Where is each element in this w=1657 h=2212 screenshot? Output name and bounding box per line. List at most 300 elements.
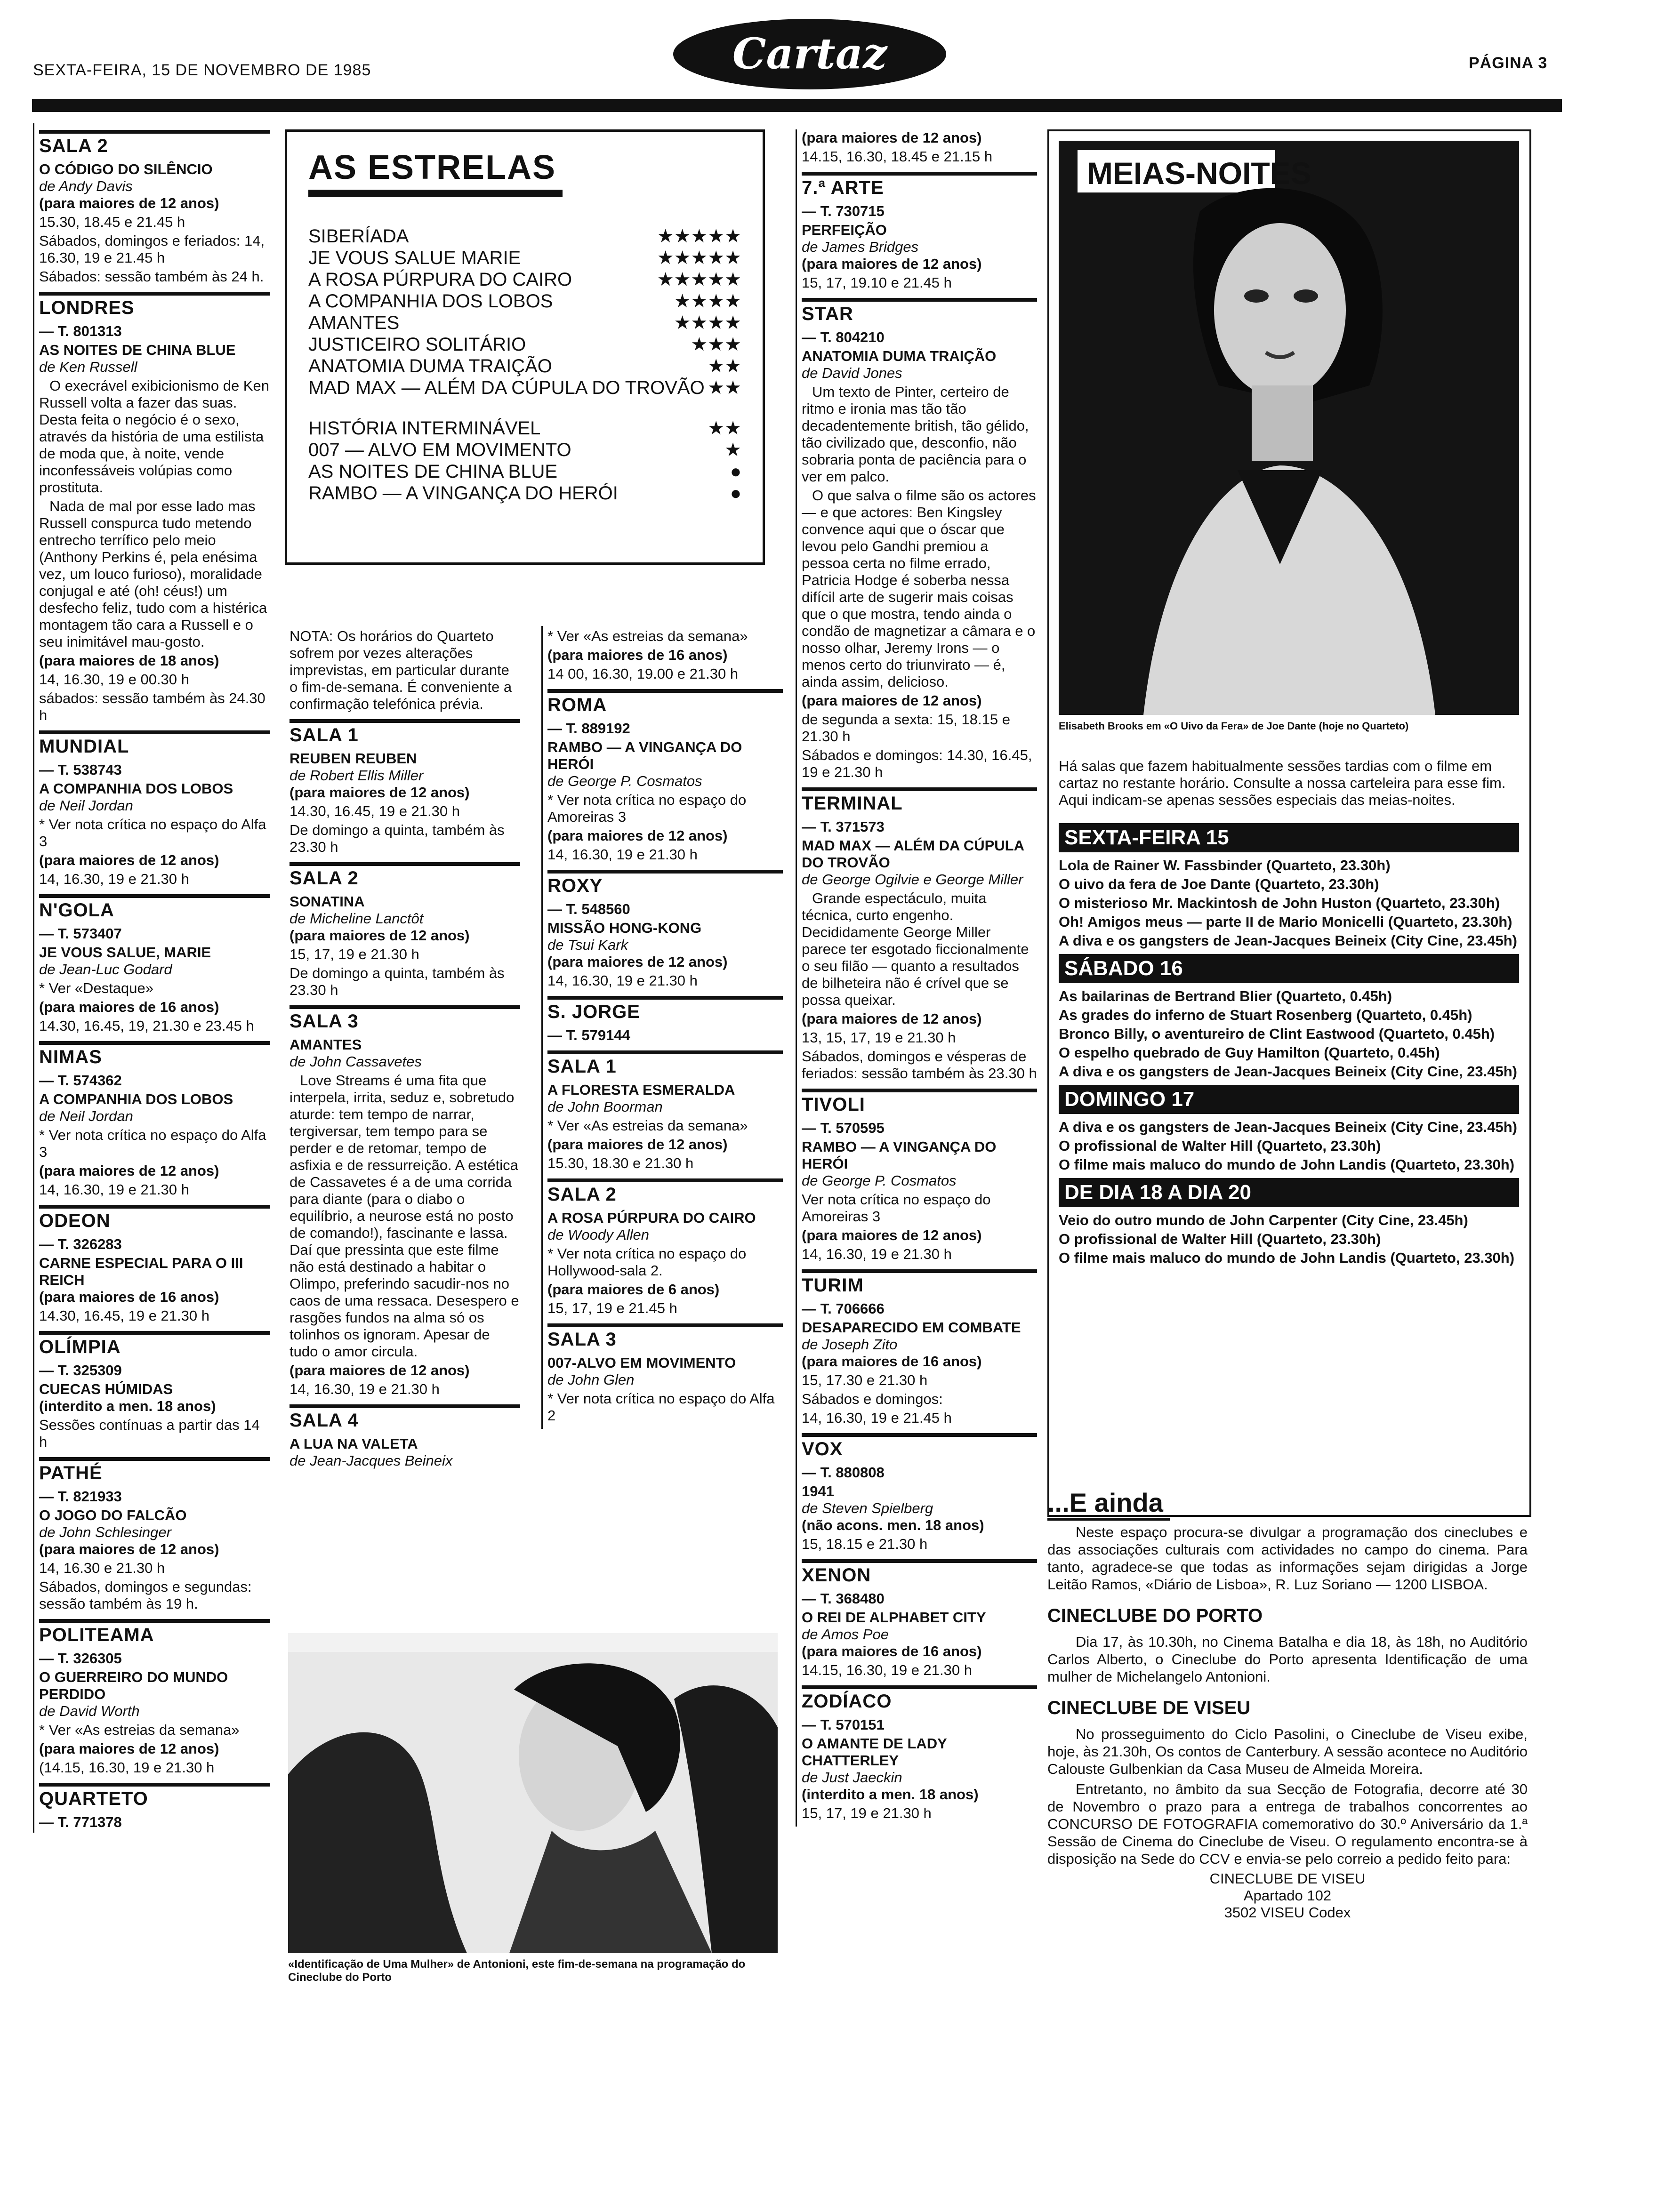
- cinema-name: MUNDIAL: [39, 736, 129, 757]
- film-showtimes: De domingo a quinta, também às 23.30 h: [290, 965, 505, 998]
- film-rating: (para maiores de 12 anos): [547, 954, 728, 970]
- film-title: 007-ALVO EM MOVIMENTO: [547, 1354, 736, 1371]
- film-title: MAD MAX — ALÉM DA CÚPULA DO TROVÃO: [802, 837, 1024, 871]
- film-note: * Ver nota crítica no espaço do Amoreiras 3: [547, 792, 747, 825]
- film-rating: (para maiores de 12 anos): [39, 852, 219, 868]
- column-listings-4: [796, 129, 1037, 1827]
- star-rating: ★★★★: [674, 313, 741, 333]
- film-showtimes: Sessões contínuas a partir das 14 h: [39, 1417, 260, 1450]
- cinema-name: XENON: [802, 1565, 871, 1586]
- film-title: CUECAS HÚMIDAS: [39, 1381, 173, 1397]
- cinema-phone: — T. 326305: [39, 1650, 122, 1667]
- stars-title: AS ESTRELAS: [308, 149, 556, 186]
- film-showtimes: 14.30, 16.45, 19 e 21.30 h: [290, 803, 460, 819]
- meias-listing: O espelho quebrado de Guy Hamilton (Quarteto, 0.45h): [1059, 1044, 1440, 1061]
- film-listing: [39, 944, 270, 1034]
- cinema-name: S. JORGE: [547, 1002, 640, 1022]
- cinema-name: ZODÍACO: [802, 1691, 892, 1712]
- film-showtimes: 14.15, 16.30, 18.45 e 21.15 h: [802, 148, 993, 165]
- film-showtimes: Sábados, domingos e segundas: sessão também às 19 h.: [39, 1579, 252, 1612]
- meias-day-listings: [1059, 1212, 1519, 1266]
- film-listing: [39, 1669, 270, 1776]
- film-listing: [802, 222, 1037, 291]
- film-showtimes: 14, 16.30, 19 e 21.30 h: [802, 1246, 952, 1262]
- quarteto-note: NOTA: Os horários do Quarteto sofrem por vezes alterações imprevistas, em particular durante o fim-de-semana. É conveniente a confirmação telefónica prévia.: [290, 628, 512, 712]
- cinema-name: SALA 2: [39, 136, 108, 156]
- film-showtimes: Sábados, domingos e vésperas de feriados: sessão também às 23.30 h: [802, 1048, 1037, 1082]
- cinema-phone: — T. 538743: [39, 761, 122, 778]
- meias-intro: Há salas que fazem habitualmente sessões tardias com o filme em cartaz no restante horário. Consulte a nossa carteleira para esse fim. Aqui indicam-se apenas sessões especiais das meias-noites.: [1059, 758, 1506, 808]
- film-listing: [547, 1210, 783, 1317]
- film-showtimes: de segunda a sexta: 15, 18.15 e 21.30 h: [802, 711, 1010, 745]
- film-title: RAMBO — A VINGANÇA DO HERÓI: [802, 1138, 997, 1172]
- cinema-name: ODEON: [39, 1210, 111, 1231]
- meias-photo-caption: Elisabeth Brooks em «O Uivo da Fera» de Joe Dante (hoje no Quarteto): [1059, 720, 1409, 732]
- cinema-phone: — T. 570595: [802, 1120, 885, 1136]
- cinema-phone: — T. 570151: [802, 1716, 885, 1733]
- meias-listing: A diva e os gangsters de Jean-Jacques Beineix (City Cine, 23.45h): [1059, 1063, 1517, 1080]
- star-rating-row: [308, 312, 741, 334]
- cinema-section: [802, 1269, 1037, 1427]
- star-film-title: 007 — ALVO EM MOVIMENTO: [308, 440, 571, 460]
- film-title: RAMBO — A VINGANÇA DO HERÓI: [547, 739, 742, 772]
- cinema-section: [802, 298, 1037, 781]
- cinema-name: N'GOLA: [39, 900, 114, 921]
- star-film-title: ANATOMIA DUMA TRAIÇÃO: [308, 356, 552, 377]
- film-listing: [39, 1507, 270, 1612]
- meias-listing: O misterioso Mr. Mackintosh de John Huston (Quarteto, 23.30h): [1059, 895, 1500, 911]
- film-rating: (para maiores de 12 anos): [802, 256, 982, 272]
- cinema-section: [802, 1559, 1037, 1679]
- cinema-phone: — T. 325309: [39, 1362, 122, 1378]
- film-rating: (para maiores de 12 anos): [290, 784, 470, 801]
- star-rating: ★★★★★: [657, 226, 741, 247]
- cinema-section: [39, 1331, 270, 1451]
- film-listing: [39, 780, 270, 888]
- cinema-phone: — T. 326283: [39, 1236, 122, 1252]
- film-showtimes: 15.30, 18.45 e 21.45 h: [39, 214, 185, 230]
- cinema-phone: — T. 368480: [802, 1590, 885, 1607]
- film-listing: [802, 1483, 1037, 1553]
- meias-listing: Oh! Amigos meus — parte II de Mario Monicelli (Quarteto, 23.30h): [1059, 914, 1512, 930]
- film-showtimes: 14, 16.30, 19 e 21.30 h: [547, 846, 698, 863]
- cinema-name: VOX: [802, 1439, 843, 1459]
- film-director: de James Bridges: [802, 239, 919, 255]
- star-rating: ★★★★★: [657, 269, 741, 290]
- meias-day-heading: DE DIA 18 A DIA 20: [1059, 1178, 1519, 1207]
- star-rating: ★★: [708, 418, 741, 439]
- cinema-name: TURIM: [802, 1275, 864, 1296]
- cinema-section: [39, 730, 270, 888]
- film-rating: (para maiores de 12 anos): [802, 1227, 982, 1243]
- cinema-section: [547, 1178, 783, 1317]
- cinema-name: SALA 2: [290, 868, 359, 889]
- cinema-phone: — T. 573407: [39, 925, 122, 942]
- e-ainda-rule: [1047, 1518, 1170, 1521]
- meias-listing: O uivo da fera de Joe Dante (Quarteto, 23.30h): [1059, 876, 1379, 892]
- cinema-section: [39, 1619, 270, 1776]
- film-title: A ROSA PÚRPURA DO CAIRO: [547, 1210, 756, 1226]
- film-listing: [802, 348, 1037, 781]
- film-showtimes: 14 00, 16.30, 19.00 e 21.30 h: [547, 665, 739, 682]
- star-rating: ★: [724, 440, 741, 460]
- cinema-name: ROXY: [547, 875, 603, 896]
- film-rating: (para maiores de 16 anos): [39, 1289, 219, 1305]
- film-title: ANATOMIA DUMA TRAIÇÃO: [802, 348, 997, 364]
- cinema-phone: — T. 706666: [802, 1300, 885, 1317]
- cineclube-viseu-text: No prosseguimento do Ciclo Pasolini, o Cineclube de Viseu exibe, hoje, às 21.30h, Os contos de Canterbury. A sessão acontece no Auditório Calouste Gulbenkian da Casa Museu de Almeida Moreira.: [1047, 1726, 1528, 1777]
- film-rating: (para maiores de 18 anos): [39, 652, 219, 669]
- film-showtimes: 14, 16.30, 19 e 21.45 h: [802, 1410, 952, 1426]
- film-note: * Ver nota crítica no espaço do Hollywood-sala 2.: [547, 1245, 747, 1279]
- meias-day-listings: [1059, 988, 1519, 1080]
- cinema-section: [802, 787, 1037, 1082]
- meias-listing: A diva e os gangsters de Jean-Jacques Beineix (City Cine, 23.45h): [1059, 1119, 1517, 1135]
- film-rating: (para maiores de 12 anos): [802, 129, 982, 146]
- film-listing: [802, 1609, 1037, 1679]
- film-title: A COMPANHIA DOS LOBOS: [39, 780, 233, 797]
- film-title: DESAPARECIDO EM COMBATE: [802, 1319, 1021, 1336]
- film-title: O JOGO DO FALCÃO: [39, 1507, 187, 1523]
- star-film-title: JE VOUS SALUE MARIE: [308, 248, 521, 268]
- film-director: de Just Jaeckin: [802, 1769, 902, 1786]
- star-rating-row: [308, 269, 741, 290]
- film-showtimes: Sábados e domingos:: [802, 1391, 943, 1407]
- e-ainda-title: ...E ainda: [1047, 1488, 1163, 1517]
- film-rating: (para maiores de 16 anos): [39, 999, 219, 1015]
- film-director: de Neil Jordan: [39, 797, 133, 814]
- cinema-name: NIMAS: [39, 1047, 102, 1067]
- star-film-title: HISTÓRIA INTERMINÁVEL: [308, 418, 541, 439]
- cinema-name: STAR: [802, 304, 853, 324]
- film-director: de George P. Cosmatos: [547, 773, 702, 789]
- film-title: REUBEN REUBEN: [290, 750, 417, 767]
- elisabeth-brooks-photo-image: [1059, 141, 1519, 715]
- film-director: de Jean-Jacques Beineix: [290, 1452, 453, 1469]
- cinema-name: TERMINAL: [802, 793, 903, 814]
- star-rating-row: [308, 461, 741, 482]
- film-title: PERFEIÇÃO: [802, 222, 887, 238]
- film-listing: [39, 1091, 270, 1198]
- film-note: * Ver «As estreias da semana»: [39, 1722, 240, 1738]
- film-director: de Joseph Zito: [802, 1336, 898, 1353]
- cinema-name: PATHÉ: [39, 1463, 103, 1483]
- film-director: de Amos Poe: [802, 1626, 889, 1643]
- film-showtimes: 14.30, 16.45, 19 e 21.30 h: [39, 1307, 209, 1324]
- star-rating: ★★★★★: [657, 248, 741, 268]
- star-film-title: A COMPANHIA DOS LOBOS: [308, 291, 553, 312]
- film-showtimes: 15, 17, 19 e 21.30 h: [802, 1805, 932, 1821]
- cinema-phone: — T. 548560: [547, 901, 630, 917]
- elisabeth-brooks-photo: [1059, 141, 1519, 715]
- cinema-section: [39, 1783, 270, 1831]
- film-director: de John Cassavetes: [290, 1053, 422, 1070]
- meias-listing: A diva e os gangsters de Jean-Jacques Beineix (City Cine, 23.45h): [1059, 932, 1517, 949]
- film-title: O REI DE ALPHABET CITY: [802, 1609, 986, 1626]
- header-date: SEXTA-FEIRA, 15 DE NOVEMBRO DE 1985: [33, 61, 371, 79]
- film-note: * Ver nota crítica no espaço do Alfa 3: [39, 816, 266, 850]
- meias-day-heading: SEXTA-FEIRA 15: [1059, 823, 1519, 852]
- film-listing: [39, 342, 270, 724]
- film-listing: [802, 1319, 1037, 1427]
- cinema-name: 7.ª ARTE: [802, 177, 884, 198]
- film-showtimes: Sábados: sessão também às 24 h.: [39, 268, 264, 285]
- film-showtimes: 15.30, 18.30 e 21.30 h: [547, 1155, 694, 1171]
- meias-noites-box: [1047, 129, 1531, 1517]
- film-director: de Andy Davis: [39, 178, 133, 194]
- meias-listing: O filme mais maluco do mundo de John Landis (Quarteto, 23.30h): [1059, 1156, 1515, 1173]
- film-director: de John Schlesinger: [39, 1524, 171, 1540]
- film-rating: (não acons. men. 18 anos): [802, 1517, 984, 1533]
- star-film-title: MAD MAX — ALÉM DA CÚPULA DO TROVÃO: [308, 377, 705, 398]
- film-title: O AMANTE DE LADY CHATTERLEY: [802, 1735, 947, 1769]
- star-rating-row: [308, 482, 741, 504]
- film-note: * Ver nota crítica no espaço do Alfa 2: [547, 1390, 775, 1424]
- cinema-section: [290, 1404, 520, 1469]
- cinema-section: [39, 1457, 270, 1612]
- cinema-section: [802, 1433, 1037, 1553]
- film-rating: (para maiores de 12 anos): [290, 927, 470, 944]
- cinema-section: [290, 1005, 520, 1398]
- meias-day-heading: DOMINGO 17: [1059, 1085, 1519, 1114]
- film-title: A LUA NA VALETA: [290, 1435, 418, 1452]
- cinema-section: [547, 996, 783, 1044]
- cinema-name: LONDRES: [39, 297, 135, 318]
- address-line: CINECLUBE DE VISEU: [1209, 1870, 1366, 1887]
- star-rating-row: [308, 377, 741, 399]
- star-film-title: RAMBO — A VINGANÇA DO HERÓI: [308, 483, 618, 504]
- film-rating: (para maiores de 12 anos): [290, 1362, 470, 1378]
- meias-listing: Veio do outro mundo de John Carpenter (City Cine, 23.45h): [1059, 1212, 1468, 1228]
- film-rating: (para maiores de 12 anos): [39, 195, 219, 211]
- cinema-phone: — T. 889192: [547, 720, 630, 737]
- film-showtimes: 14, 16.30, 19 e 00.30 h: [39, 671, 189, 688]
- film-listing: [290, 750, 520, 856]
- cinema-section: [547, 870, 783, 989]
- film-listing: [39, 1255, 270, 1324]
- film-director: de Robert Ellis Miller: [290, 767, 424, 784]
- stars-box: [285, 129, 765, 565]
- column-listings-2: [290, 626, 520, 1474]
- film-title: AMANTES: [290, 1036, 362, 1053]
- cinema-name: SALA 1: [290, 725, 359, 745]
- meias-listing: As bailarinas de Bertrand Blier (Quarteto, 0.45h): [1059, 988, 1392, 1004]
- stars-list: [308, 225, 741, 504]
- film-title: A COMPANHIA DOS LOBOS: [39, 1091, 233, 1107]
- film-note: * Ver nota crítica no espaço do Alfa 3: [39, 1127, 266, 1160]
- film-director: de Neil Jordan: [39, 1108, 133, 1124]
- film-rating: (para maiores de 6 anos): [547, 1281, 720, 1298]
- film-listing: [547, 739, 783, 863]
- cinema-phone: — T. 821933: [39, 1488, 122, 1505]
- film-director: de George Ogilvie e George Miller: [802, 871, 1023, 888]
- film-rating: (interdito a men. 18 anos): [802, 1786, 979, 1803]
- e-ainda-intro: Neste espaço procura-se divulgar a programação dos cineclubes e das associações culturais com actividades no campo do cinema. Para tanto, agradece-se que todas as informações sejam dirigidas a Jorge Leitão Ramos, «Diário de Lisboa», R. Luz Soriano — 1200 LISBOA.: [1047, 1524, 1528, 1593]
- film-rating: (para maiores de 12 anos): [39, 1162, 219, 1179]
- film-showtimes: 14, 16.30 e 21.30 h: [39, 1560, 165, 1576]
- film-rating: (para maiores de 12 anos): [802, 1010, 982, 1027]
- cinema-section: [547, 1323, 783, 1424]
- film-showtimes: 14.30, 16.45, 19, 21.30 e 23.45 h: [39, 1018, 254, 1034]
- film-director: de David Jones: [802, 365, 902, 381]
- star-rating: ★★: [708, 377, 741, 398]
- film-showtimes: De domingo a quinta, também às 23.30 h: [290, 822, 505, 855]
- film-listing: [290, 1036, 520, 1398]
- cinema-name: SALA 2: [547, 1184, 617, 1205]
- film-listing: [290, 1435, 520, 1469]
- cineclube-porto-title: CINECLUBE DO PORTO: [1047, 1605, 1263, 1626]
- film-showtimes: 14, 16.30, 19 e 21.30 h: [290, 1381, 440, 1397]
- cinema-name: TIVOLI: [802, 1094, 865, 1115]
- cinema-phone: — T. 371573: [802, 818, 885, 835]
- star-rating-row: [308, 334, 741, 355]
- star-rating-row: [308, 439, 741, 461]
- cinema-section: [39, 1205, 270, 1324]
- film-director: de John Boorman: [547, 1098, 663, 1115]
- film-title: CARNE ESPECIAL PARA O III REICH: [39, 1255, 243, 1288]
- film-director: de Jean-Luc Godard: [39, 961, 172, 978]
- film-showtimes: 15, 18.15 e 21.30 h: [802, 1536, 928, 1552]
- cinema-section: [39, 894, 270, 1034]
- film-listing: [547, 1354, 783, 1424]
- meias-day-heading: SÁBADO 16: [1059, 954, 1519, 983]
- star-film-title: A ROSA PÚRPURA DO CAIRO: [308, 269, 572, 290]
- cinema-phone: — T. 574362: [39, 1072, 122, 1089]
- film-listing: [290, 893, 520, 999]
- cinema-name: SALA 3: [290, 1011, 359, 1032]
- e-ainda-section: [1047, 1487, 1528, 1921]
- film-note: Ver nota crítica no espaço do Amoreiras 3: [802, 1191, 991, 1225]
- address-line: Apartado 102: [1243, 1887, 1332, 1904]
- star-rating: ★★★★: [674, 291, 741, 312]
- star-rating-row: [308, 247, 741, 269]
- antonioni-photo-image: [288, 1633, 778, 1953]
- cinema-phone: — T. 880808: [802, 1464, 885, 1481]
- film-note: * Ver «As estreias da semana»: [547, 1117, 748, 1134]
- header-rule: [32, 99, 1562, 112]
- cineclube-viseu-title: CINECLUBE DE VISEU: [1047, 1698, 1251, 1718]
- film-rating: (para maiores de 12 anos): [547, 827, 728, 844]
- film-listing: [39, 161, 270, 285]
- film-director: de George P. Cosmatos: [802, 1172, 957, 1189]
- film-listing: [547, 920, 783, 989]
- antonioni-photo: [288, 1633, 778, 1953]
- film-review: Love Streams é uma fita que interpela, irrita, seduz e, sobretudo aturde: tem tempo de narrar, tergiversar, tem tempo para se perder e de retomar, tempo de asfixia e de ressurreição. A estética de Cassavetes é a de uma corrida para diante (para o diabo o equilíbrio, a neurose está no posto de comando!), fascinante e lassa. Daí que pressinta que este filme não está destinado a habitar o Olimpo, preferindo sacudir-nos no caos de uma ressaca. Desespero e rasgões fundos na alma só os tolinhos os ignoram. Apesar de tudo o amor circula.: [290, 1072, 519, 1360]
- film-listing: [802, 1138, 1037, 1263]
- meias-listing: O profissional de Walter Hill (Quarteto, 23.30h): [1059, 1231, 1381, 1247]
- film-showtimes: sábados: sessão também às 24.30 h: [39, 690, 265, 723]
- film-showtimes: 15, 17.30 e 21.30 h: [802, 1372, 928, 1388]
- film-showtimes: 14, 16.30, 19 e 21.30 h: [39, 1181, 189, 1198]
- star-film-title: SIBERÍADA: [308, 226, 409, 247]
- cinema-section: [547, 689, 783, 863]
- cinema-section: [39, 130, 270, 285]
- meias-listing: O filme mais maluco do mundo de John Landis (Quarteto, 23.30h): [1059, 1250, 1515, 1266]
- film-title: A FLORESTA ESMERALDA: [547, 1082, 735, 1098]
- cinema-phone: — T. 771378: [39, 1814, 122, 1830]
- film-review: O que salva o filme são os actores — e que actores: Ben Kingsley convence aqui que o óscar que levou pelo Gandhi premiou a pessoa certa no filme errado, Patricia Hodge é soberba nessa difícil arte de sugerir mais coisas que o que mostra, tendo ainda o condão de magnetizar a câmara e o nosso olhar, Jeremy Irons — o menos certo do triunvirato — é, ainda assim, delicioso.: [802, 487, 1036, 690]
- star-rating-row: [308, 225, 741, 247]
- film-rating: (para maiores de 12 anos): [802, 692, 982, 709]
- star-rating-row: [308, 417, 741, 439]
- cinema-phone: — T. 804210: [802, 329, 885, 345]
- cinema-section: [802, 172, 1037, 291]
- cinema-section: [290, 862, 520, 999]
- film-listing: [802, 1735, 1037, 1822]
- film-rating: (para maiores de 16 anos): [802, 1643, 982, 1659]
- film-director: de John Glen: [547, 1371, 635, 1388]
- film-showtimes: 14, 16.30, 19 e 21.30 h: [39, 871, 189, 887]
- star-rating-row: [308, 355, 741, 377]
- star-rating: ★★★: [691, 334, 741, 355]
- cinema-name: POLITEAMA: [39, 1625, 154, 1645]
- address-line: 3502 VISEU Codex: [1224, 1904, 1351, 1921]
- film-listing: [547, 1082, 783, 1172]
- cinema-section: [39, 1041, 270, 1198]
- cinema-phone: — T. 801313: [39, 323, 122, 339]
- film-title: AS NOITES DE CHINA BLUE: [39, 342, 236, 358]
- cinema-name: ROMA: [547, 695, 607, 715]
- cinema-phone: — T. 730715: [802, 203, 885, 219]
- meias-listing: O profissional de Walter Hill (Quarteto, 23.30h): [1059, 1138, 1381, 1154]
- star-film-title: JUSTICEIRO SOLITÁRIO: [308, 334, 526, 355]
- film-rating: (para maiores de 12 anos): [547, 1136, 728, 1153]
- film-director: de Woody Allen: [547, 1226, 649, 1243]
- cinema-section: [802, 1685, 1037, 1822]
- film-listing: [39, 1381, 270, 1451]
- film-title: SONATINA: [290, 893, 365, 910]
- cinema-name: SALA 4: [290, 1410, 359, 1431]
- meias-day-listings: [1059, 857, 1519, 949]
- film-listing: [547, 628, 783, 682]
- film-review: Um texto de Pinter, certeiro de ritmo e ironia mas tão tão decadentemente british, tão gélido, tão civilizado que, desconfio, não sobraria ponta de paciência para o ver em palco.: [802, 384, 1029, 485]
- meias-listing: Bronco Billy, o aventureiro de Clint Eastwood (Quarteto, 0.45h): [1059, 1026, 1495, 1042]
- star-rating: ●: [730, 461, 741, 482]
- cineclube-porto-text: Dia 17, às 10.30h, no Cinema Batalha e dia 18, às 18h, no Auditório Carlos Alberto, o Cineclube do Porto apresenta Identificação de uma mulher de Michelangelo Antonioni.: [1047, 1634, 1528, 1685]
- film-title: JE VOUS SALUE, MARIE: [39, 944, 211, 961]
- film-showtimes: Sábados, domingos e feriados: 14, 16.30, 19 e 21.45 h: [39, 232, 265, 266]
- film-listing: [802, 837, 1037, 1082]
- cinema-section: [290, 719, 520, 856]
- film-showtimes: 15, 17, 19 e 21.45 h: [547, 1300, 677, 1316]
- meias-day-listings: [1059, 1119, 1519, 1173]
- film-title: 1941: [802, 1483, 834, 1499]
- film-review: O execrável exibicionismo de Ken Russell volta a fazer das suas. Desta feita o negócio é o sexo, através da história de uma estilista de moda que, à noite, vende inconfessáveis volúpias como prostituta.: [39, 377, 269, 496]
- film-title: O CÓDIGO DO SILÊNCIO: [39, 161, 213, 177]
- cinema-name: SALA 1: [547, 1056, 617, 1077]
- film-rating: (para maiores de 12 anos): [39, 1740, 219, 1757]
- film-rating: (interdito a men. 18 anos): [39, 1398, 216, 1414]
- cineclube-viseu-text-2: Entretanto, no âmbito da sua Secção de Fotografia, decorre até 30 de Novembro o prazo para a entrega de trabalhos concorrentes ao CONCURSO DE FOTOGRAFIA comemorativo do 30.º Aniversário da 1.ª Sessão de Cinema do Cineclube de Viseu. O regulamento encontra-se à disposição na Sede do CCV e envia-se pelo correio a pedido feito para:: [1047, 1781, 1528, 1867]
- film-director: de Ken Russell: [39, 359, 137, 375]
- film-title: MISSÃO HONG-KONG: [547, 920, 702, 936]
- film-rating: (para maiores de 12 anos): [39, 1541, 219, 1557]
- meias-listing: Lola de Rainer W. Fassbinder (Quarteto, 23.30h): [1059, 857, 1391, 874]
- film-director: de Steven Spielberg: [802, 1500, 933, 1516]
- cinema-name: QUARTETO: [39, 1788, 148, 1809]
- film-showtimes: Sábados e domingos: 14.30, 16.45, 19 e 21.30 h: [802, 747, 1032, 780]
- film-director: de David Worth: [39, 1703, 140, 1719]
- film-rating: (para maiores de 16 anos): [547, 647, 728, 663]
- cineclube-viseu-address: [1047, 1870, 1528, 1921]
- svg-text:Cartaz: Cartaz: [732, 29, 887, 79]
- cinema-name: OLÍMPIA: [39, 1337, 121, 1357]
- film-title: O GUERREIRO DO MUNDO PERDIDO: [39, 1669, 228, 1702]
- cinema-section: [39, 292, 270, 724]
- cinema-section: [547, 1050, 783, 1172]
- star-rating: ★★: [708, 356, 741, 377]
- film-listing: [802, 129, 1037, 165]
